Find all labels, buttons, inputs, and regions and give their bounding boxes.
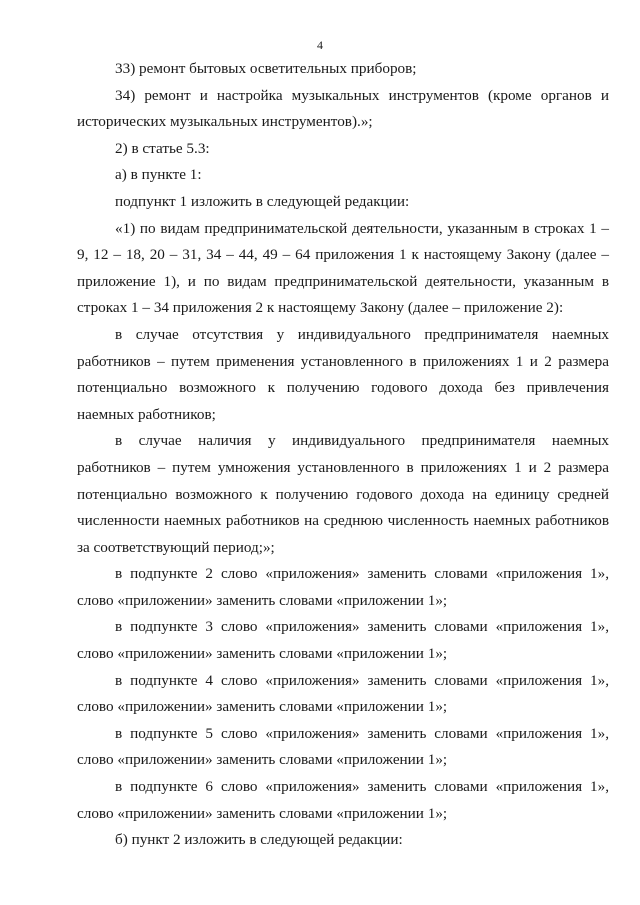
subpoint-3-amendment: в подпункте 3 слово «приложения» заменить словами «приложения 1», слово «приложении» заменить словами «приложении 1»; bbox=[77, 618, 609, 663]
point-2-heading: б) пункт 2 изложить в следующей редакции: bbox=[115, 831, 403, 849]
point-1-heading: а) в пункте 1: bbox=[115, 166, 202, 184]
subpoint-2-amendment: в подпункте 2 слово «приложения» заменить словами «приложения 1», слово «приложении» заменить словами «приложении 1»; bbox=[77, 565, 609, 609]
subpoint-5-amendment: в подпункте 5 слово «приложения» заменить словами «приложения 1», слово «приложении» заменить словами «приложении 1»; bbox=[77, 724, 609, 769]
subpoint-1-text: «1) по видам предпринимательской деятельности, указанным в строках 1 – 9, 12 – 18, 20 – 31, 34 – 44, 49 – 64 приложения 1 к настоящему Закону (далее – приложение 1), и по видам предпринимательской деятельности, указанным в строках 1 – 34 приложения 2 к настоящему Закону (далее – приложение 2): bbox=[77, 219, 609, 317]
no-employees-clause: в случае отсутствия у индивидуального предпринимателя наемных работников – путем применения установленного в приложениях 1 и 2 размера потенциально возможного к получению годового дохода без привлечения наемных работников; bbox=[77, 325, 609, 423]
with-employees-clause: в случае наличия у индивидуального предпринимателя наемных работников – путем умножения установленного в приложениях 1 и 2 размера потенциально возможного к получению годового дохода на единицу средней численности наемных работников на среднюю численность наемных работников за соответствующий период;»; bbox=[77, 432, 609, 556]
page-number: 4 bbox=[317, 38, 323, 52]
subpoint-4-amendment: в подпункте 4 слово «приложения» заменить словами «приложения 1», слово «приложении» заменить словами «приложении 1»; bbox=[77, 671, 609, 716]
article-amendment-heading: 2) в статье 5.3: bbox=[115, 139, 210, 157]
subpoint-6-amendment: в подпункте 6 слово «приложения» заменить словами «приложения 1», слово «приложении» заменить словами «приложении 1»; bbox=[77, 778, 609, 822]
list-item-33: 33) ремонт бытовых осветительных приборов; bbox=[115, 60, 417, 77]
list-item-34: 34) ремонт и настройка музыкальных инструментов (кроме органов и исторических музыкальных инструментов).»; bbox=[77, 86, 609, 131]
document-body bbox=[77, 56, 609, 854]
subpoint-1-intro: подпункт 1 изложить в следующей редакции: bbox=[115, 192, 410, 210]
